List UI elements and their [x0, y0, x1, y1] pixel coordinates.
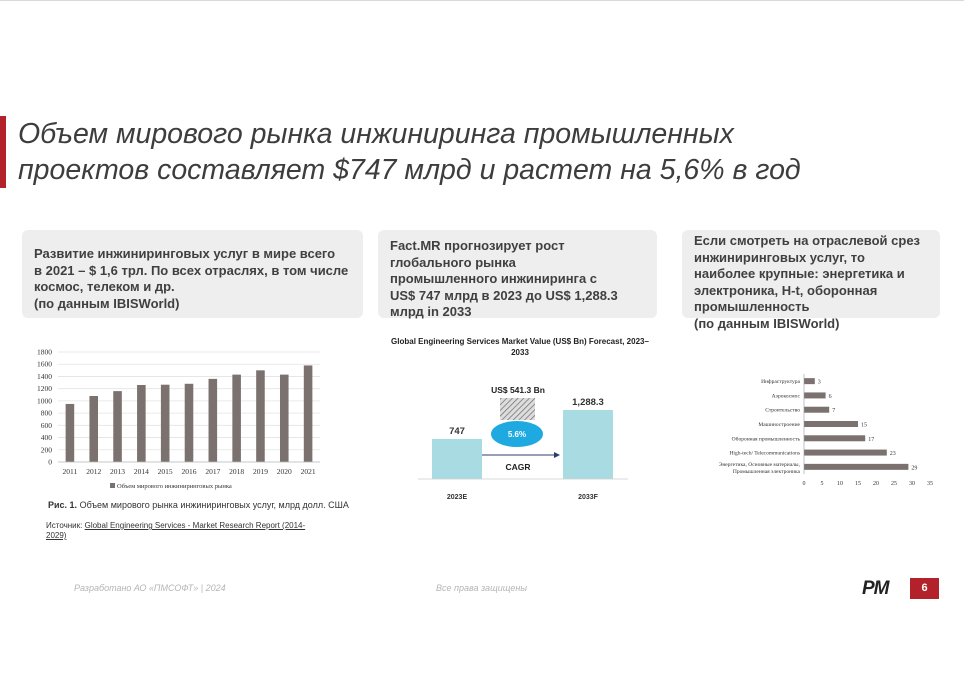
- bar-value-label: 15: [861, 422, 867, 429]
- x-tick-label: 2021: [300, 467, 316, 476]
- figure-caption: Рис. 1. Объем мирового рынка инжиниринговых услуг, млрд долл. США: [48, 500, 349, 510]
- category-label: Оборонная промышленность: [731, 436, 800, 443]
- bar-value-label: 6: [828, 393, 832, 400]
- category-label: Аэрокосмос: [771, 393, 800, 400]
- y-tick-label: 800: [40, 408, 52, 418]
- industry-horizontal-bar-chart: [690, 372, 942, 488]
- bar-value-label: 1,288.3: [572, 397, 604, 408]
- x-tick-label: 2018: [229, 467, 245, 476]
- x-tick-label: 15: [855, 481, 861, 487]
- hbar-5: [804, 450, 887, 456]
- hbar-2: [804, 407, 829, 413]
- footer-developer: Разработано АО «ПМСОФТ» | 2024: [74, 583, 226, 593]
- hbar-0: [804, 378, 815, 384]
- category-label: Строительство: [765, 407, 800, 414]
- cagr-value: 5.6%: [507, 430, 527, 439]
- forecast-bar-chart: [378, 334, 668, 504]
- x-tick-label: 0: [802, 481, 806, 487]
- hbar-3: [804, 421, 858, 427]
- x-tick-label: 2012: [86, 467, 102, 476]
- info-box-ibisworld-total: Развитие инжиниринговых услуг в мире всего в 2021 – $ 1,6 трл. По всех отраслях, в том числе космос, телеком и др. (по данным IBISWorld): [22, 230, 363, 318]
- x-tick-label: 2011: [62, 467, 78, 476]
- x-tick-label: 2013: [110, 467, 126, 476]
- hbar-1: [804, 392, 826, 398]
- increment-label: US$ 541.3 Bn: [491, 385, 545, 395]
- x-tick-label: 2017: [205, 467, 221, 476]
- x-tick-label: 10: [837, 481, 843, 487]
- chart-title: Global Engineering Services Market Value (US$ Bn) Forecast, 2023–: [391, 337, 649, 346]
- y-tick-label: 400: [40, 433, 52, 443]
- increment-hatch-box: [500, 398, 535, 420]
- company-logo: PM: [862, 578, 889, 599]
- y-tick-label: 200: [40, 445, 52, 455]
- bar-2014: [137, 385, 146, 462]
- bar-value-label: 7: [832, 408, 836, 415]
- x-tick-label: 2023E: [446, 494, 468, 501]
- x-tick-label: 30: [909, 481, 915, 487]
- category-label: Энергетика, Основные материалы,: [718, 461, 800, 468]
- bar-2012: [89, 396, 98, 462]
- x-tick-label: 2016: [181, 467, 197, 476]
- x-tick-label: 35: [927, 481, 933, 487]
- bar-value-label: 3: [817, 379, 821, 386]
- cagr-label: CAGR: [505, 462, 531, 472]
- source-note: Источник: Global Engineering Services - Market Research Report (2014-2029): [46, 521, 306, 540]
- info-box-factmr-forecast: Fact.MR прогнозирует рост глобального рынка промышленного инжиниринга с US$ 747 млрд в 2023 до US$ 1,288.3 млрд in 2033: [378, 230, 657, 318]
- top-divider: [0, 0, 964, 1]
- y-tick-label: 1200: [37, 384, 52, 394]
- category-label: High-tech/ Telecommunications: [729, 450, 800, 457]
- y-tick-label: 1000: [37, 396, 52, 406]
- bar-2020: [280, 375, 289, 462]
- market-volume-bar-chart: [28, 344, 328, 496]
- bar-2015: [161, 385, 170, 462]
- slide-title: Объем мирового рынка инжиниринга промышленных проектов составляет $747 млрд и растет на 5,6% в год: [18, 118, 801, 186]
- legend-swatch: [110, 483, 115, 488]
- bar-2021: [304, 365, 313, 462]
- chart-title-cont: 2033: [511, 348, 529, 357]
- x-tick-label: 2014: [133, 467, 149, 476]
- x-tick-label: 5: [820, 481, 824, 487]
- bar-2033F: [563, 410, 613, 479]
- bar-2011: [66, 404, 75, 462]
- x-tick-label: 20: [873, 481, 879, 487]
- title-accent-bar: [0, 116, 6, 188]
- bar-2016: [185, 384, 194, 462]
- category-label: Машиностроение: [758, 422, 800, 428]
- source-link[interactable]: Global Engineering Services - Market Research Report (2014-2029): [46, 521, 306, 540]
- footer-rights: Все права защищены: [436, 583, 527, 593]
- legend-label: Объем мирового инжиниринговых рынка: [117, 483, 232, 490]
- hbar-4: [804, 435, 865, 441]
- hbar-6: [804, 464, 908, 470]
- bar-2013: [113, 391, 122, 462]
- x-tick-label: 2019: [252, 467, 268, 476]
- x-tick-label: 25: [891, 481, 897, 487]
- bar-value-label: 23: [889, 451, 896, 458]
- bar-value-label: 747: [449, 425, 465, 437]
- bar-value-label: 17: [868, 436, 875, 443]
- y-tick-label: 0: [48, 457, 52, 467]
- category-label: Инфраструктура: [761, 379, 800, 386]
- y-tick-label: 1600: [37, 359, 52, 369]
- page-number: 6: [910, 578, 939, 599]
- bar-value-label: 29: [911, 465, 918, 472]
- y-tick-label: 600: [40, 420, 52, 430]
- bar-2023E: [432, 439, 482, 479]
- category-label-cont: Промышленная электроника: [732, 468, 800, 475]
- bar-2018: [232, 375, 241, 462]
- bar-2017: [209, 379, 218, 462]
- y-tick-label: 1400: [37, 371, 52, 381]
- y-tick-label: 1800: [37, 347, 52, 357]
- cagr-arrow-head: [554, 452, 560, 458]
- info-box-industry-breakdown: Если смотреть на отраслевой срез инжиниринговых услуг, то наиболее крупные: энергетика и электроника, H-t, оборонная промышленность (по данным IBISWorld): [682, 230, 940, 318]
- x-tick-label: 2020: [276, 467, 292, 476]
- x-tick-label: 2033F: [578, 494, 598, 501]
- bar-2019: [256, 370, 265, 462]
- x-tick-label: 2015: [157, 467, 173, 476]
